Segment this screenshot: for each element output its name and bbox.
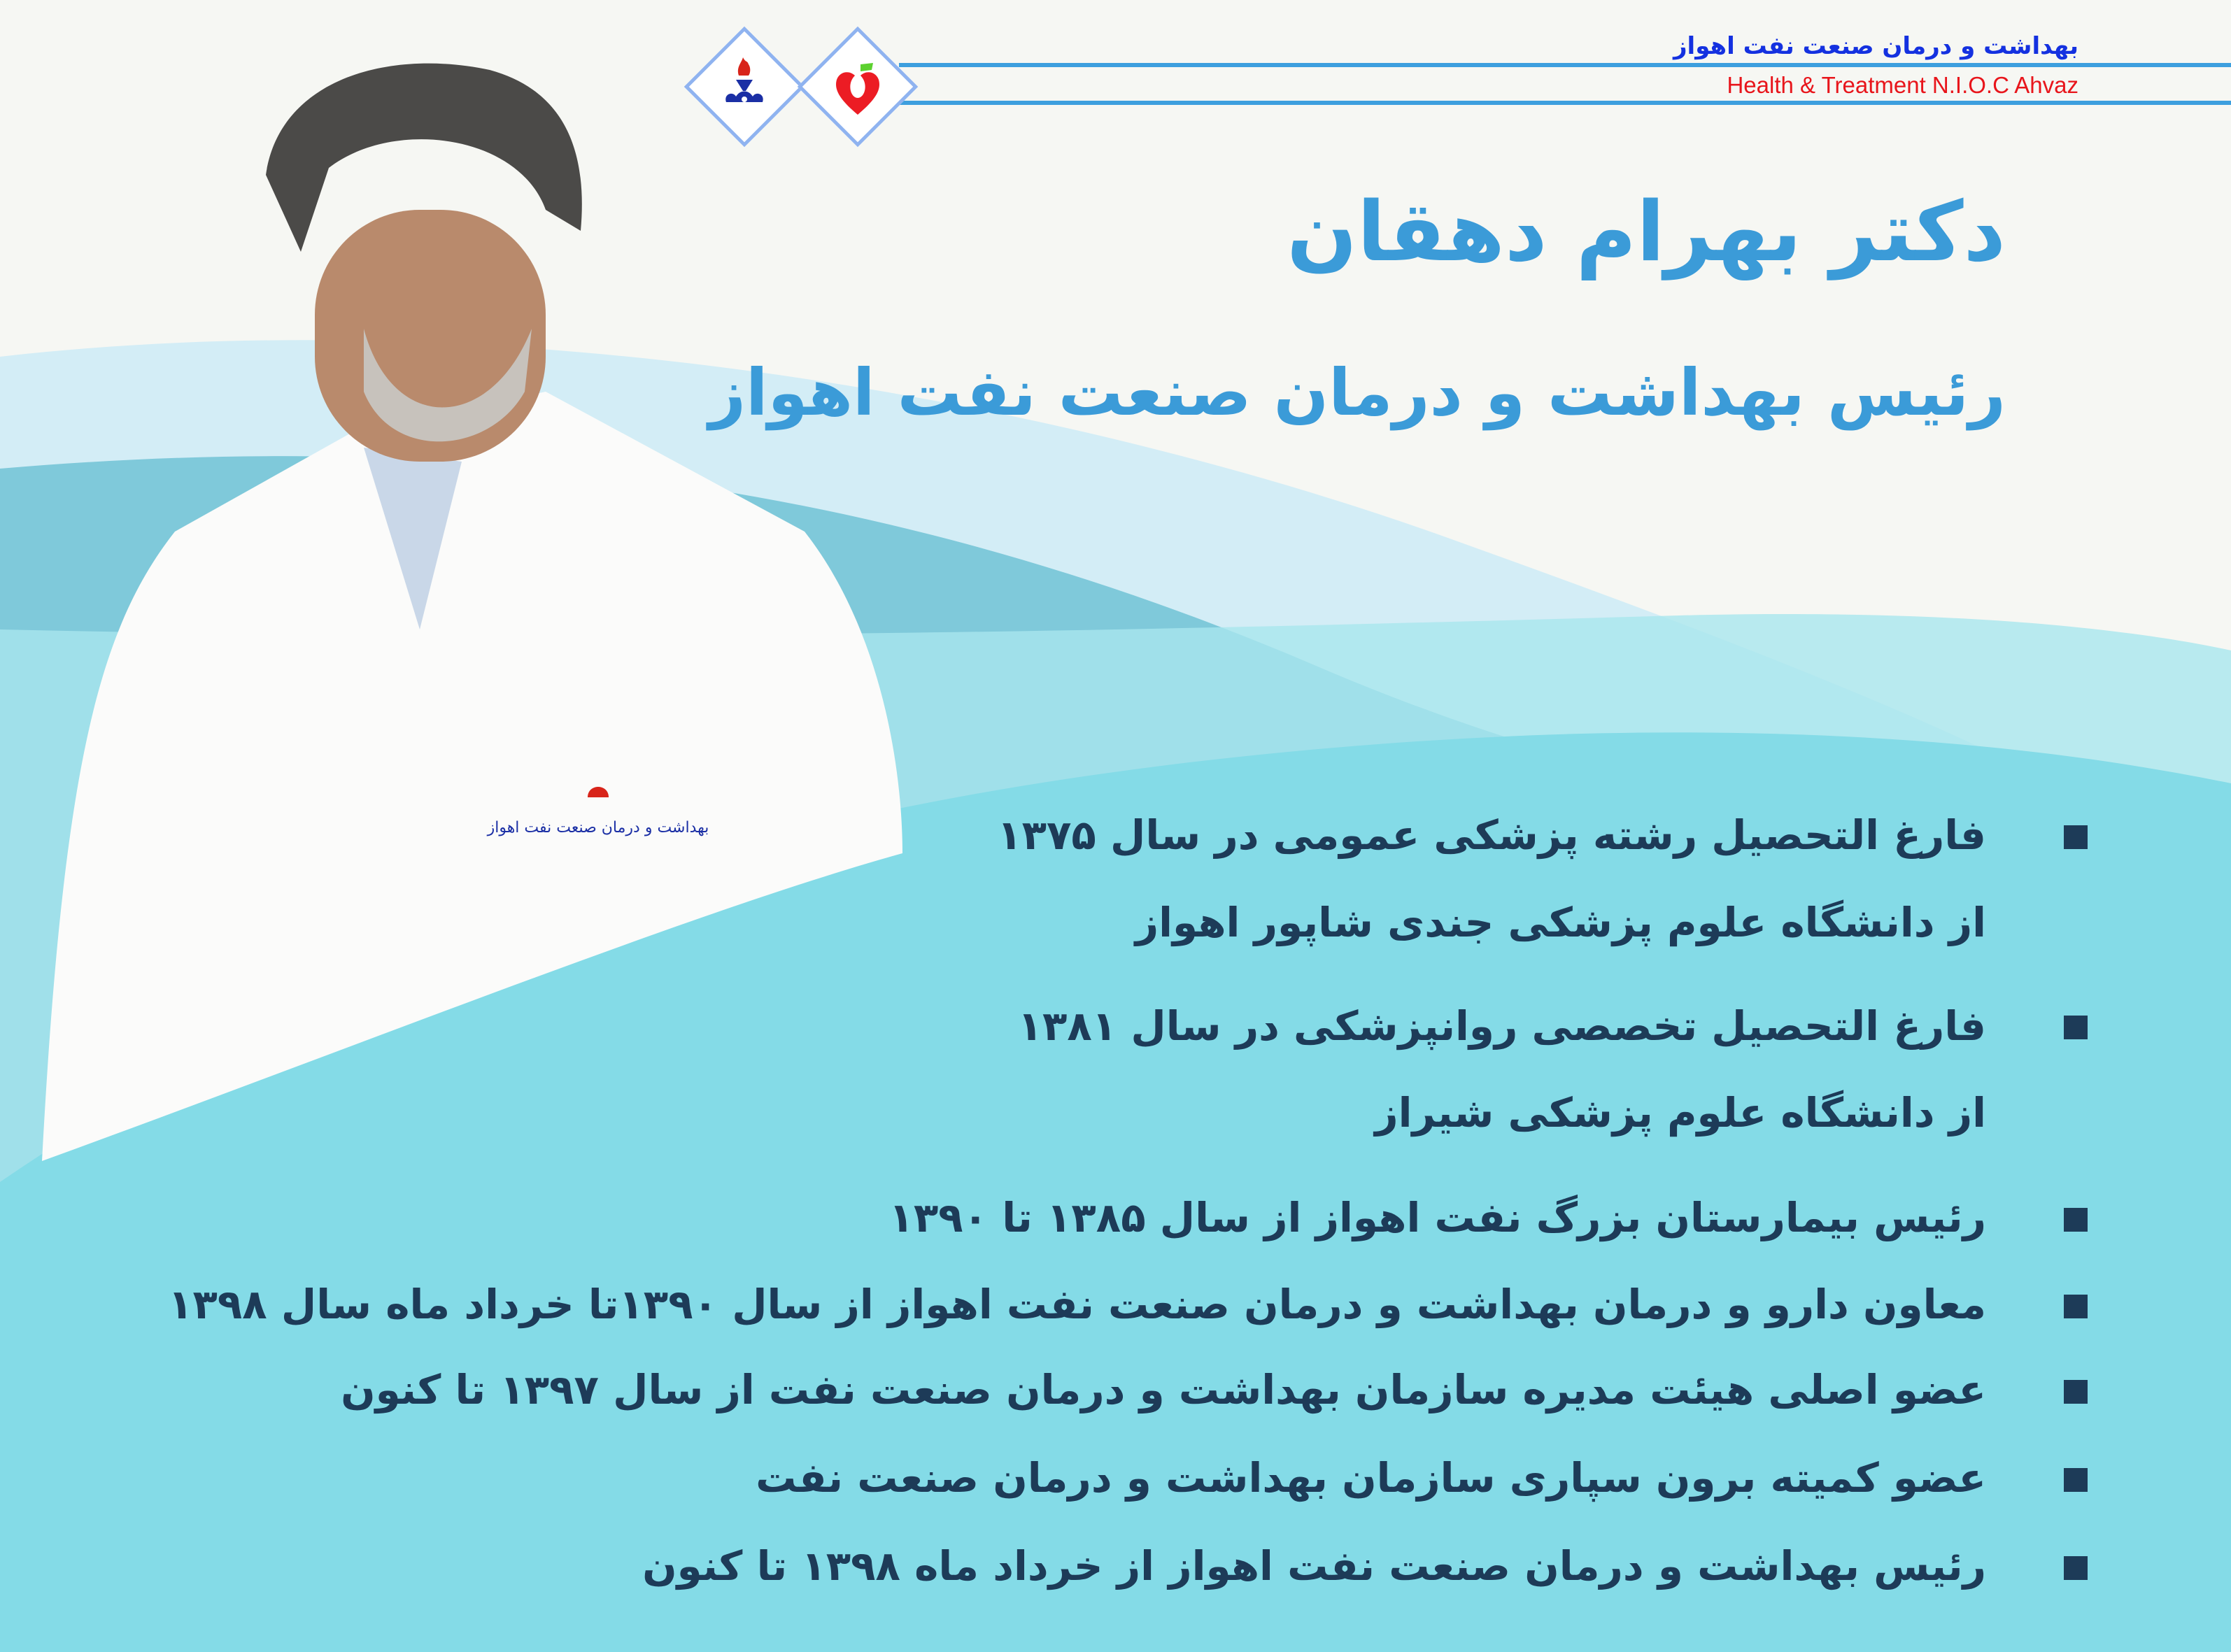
bullet-icon xyxy=(2064,1295,2088,1318)
header-line-bottom xyxy=(899,101,2231,105)
flame-icon xyxy=(705,48,784,126)
item-6: عضو کمیته برون سپاری سازمان بهداشت و درمان صنعت نفت xyxy=(756,1454,1986,1502)
bullet-icon xyxy=(2064,1208,2088,1232)
coat-badge: بهداشت و درمان صنعت نفت اهواز xyxy=(487,819,709,836)
item-7: رئیس بهداشت و درمان صنعت نفت اهواز از خرداد ماه ۱۳۹۸ تا کنون xyxy=(642,1542,1986,1590)
item-3: رئیس بیمارستان بزرگ نفت اهواز از سال ۱۳۸۵ تا ۱۳۹۰ xyxy=(888,1194,1986,1241)
bullet-icon xyxy=(2064,1380,2088,1404)
header-line-top xyxy=(899,63,2231,67)
bullet-icon xyxy=(2064,1556,2088,1580)
item-2-line2: از دانشگاه علوم پزشکی شیراز xyxy=(1375,1089,1986,1137)
heart-icon xyxy=(819,48,897,126)
item-1-line2: از دانشگاه علوم پزشکی جندی شاپور اهواز xyxy=(1135,899,1986,946)
doctor-position: رئیس بهداشت و درمان صنعت نفت اهواز xyxy=(709,355,2006,430)
header-org-en: Health & Treatment N.I.O.C Ahvaz xyxy=(1727,72,2078,98)
bullet-icon xyxy=(2064,825,2088,849)
item-1-line1: فارغ التحصیل رشته پزشکی عمومی در سال ۱۳۷۵ xyxy=(997,811,1986,859)
header-org-fa: بهداشت و درمان صنعت نفت اهواز xyxy=(1673,32,2078,60)
item-5: عضو اصلی هیئت مدیره سازمان بهداشت و درمان صنعت نفت از سال ۱۳۹۷ تا کنون xyxy=(341,1366,1986,1414)
item-4: معاون دارو و درمان بهداشت و درمان صنعت نفت اهواز از سال ۱۳۹۰تا خرداد ماه سال ۱۳۹۸ xyxy=(168,1281,1986,1328)
doctor-name: دکتر بهرام دهقان xyxy=(1287,183,2006,280)
item-2-line1: فارغ التحصیل تخصصی روانپزشکی در سال ۱۳۸۱ xyxy=(1017,1002,1986,1050)
bullet-icon xyxy=(2064,1016,2088,1039)
bullet-icon xyxy=(2064,1468,2088,1492)
